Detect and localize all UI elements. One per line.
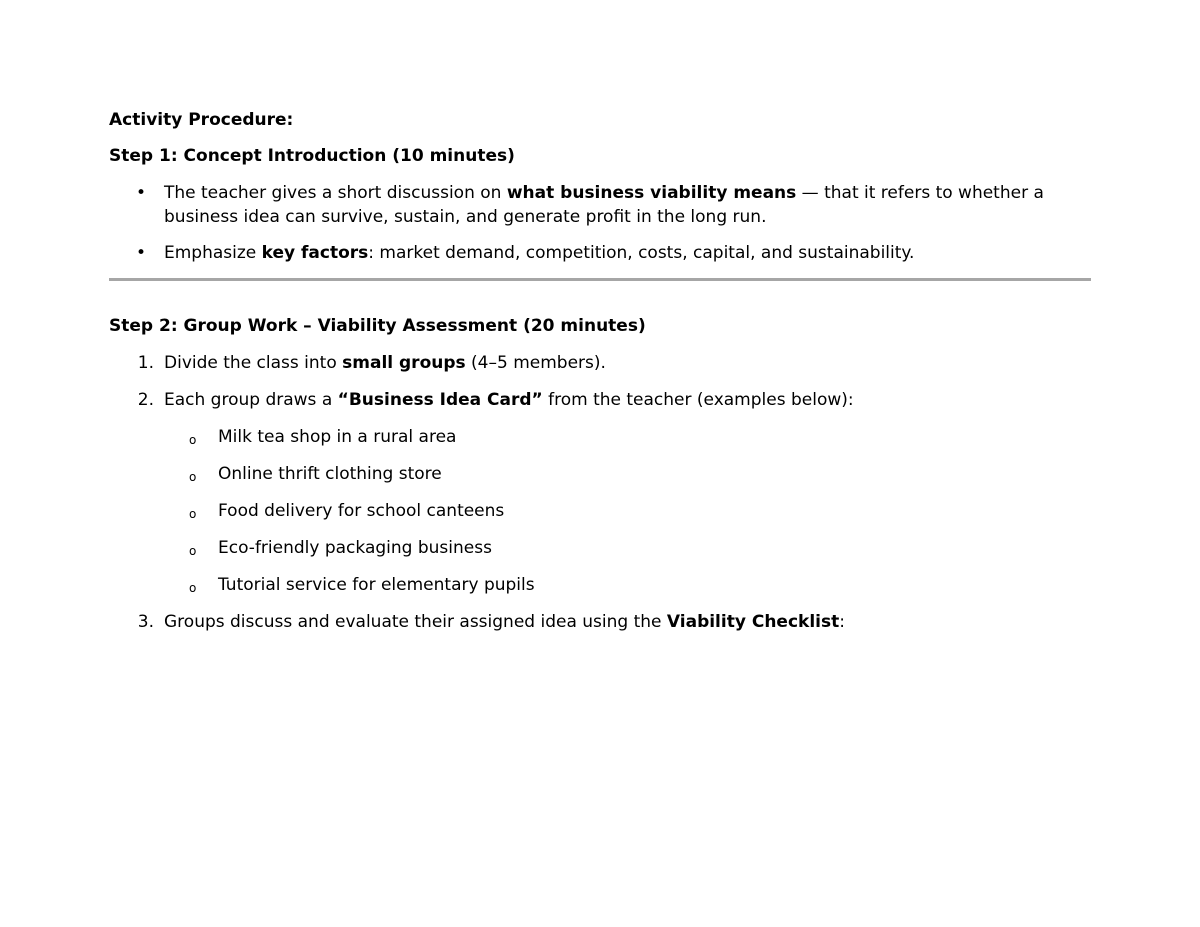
bullet-marker: •	[136, 243, 147, 263]
list-number: 2.	[137, 390, 154, 410]
step2-item-1	[109, 351, 1094, 375]
example-text: Tutorial service for elementary pupils	[218, 575, 535, 595]
sub-bullet-marker: o	[189, 581, 197, 595]
item-text-bold: Viability Checklist	[666, 612, 840, 632]
item-text-pre: Each group draws a	[164, 390, 338, 410]
example-text: Eco-friendly packaging business	[218, 538, 492, 558]
step2-heading: Step 2: Group Work – Viability Assessment (20 minutes)	[109, 316, 646, 336]
item-text-pre: Groups discuss and evaluate their assigned idea using the	[164, 612, 667, 632]
example-item	[109, 499, 1094, 523]
list-number: 1.	[137, 353, 154, 373]
step1-bullet-1	[109, 181, 1094, 229]
item-text-post: (4–5 members).	[465, 353, 606, 373]
example-item	[109, 573, 1094, 597]
horizontal-divider	[109, 278, 1091, 281]
step1-heading: Step 1: Concept Introduction (10 minutes)	[109, 146, 515, 166]
item-text-pre: Divide the class into	[164, 353, 343, 373]
sub-bullet-marker: o	[189, 470, 197, 484]
example-item	[109, 462, 1094, 486]
sub-bullet-marker: o	[189, 507, 197, 521]
bullet-text-post: : market demand, competition, costs, capital, and sustainability.	[368, 243, 915, 263]
example-text: Milk tea shop in a rural area	[218, 427, 457, 447]
document-page	[109, 108, 1094, 634]
bullet-text-bold: what business viability means	[506, 183, 797, 203]
item-text-post: from the teacher (examples below):	[542, 390, 854, 410]
bullet-marker: •	[136, 183, 147, 203]
sub-bullet-marker: o	[189, 433, 197, 447]
item-text-bold: “Business Idea Card”	[337, 390, 543, 410]
step1-bullet-2	[109, 241, 1094, 265]
example-item	[109, 536, 1094, 560]
example-text: Food delivery for school canteens	[218, 501, 505, 521]
step2-item-2	[109, 388, 1094, 412]
sub-bullet-marker: o	[189, 544, 197, 558]
item-text-post: :	[839, 612, 845, 632]
bullet-text-pre: The teacher gives a short discussion on	[164, 183, 507, 203]
activity-procedure-heading: Activity Procedure:	[109, 110, 294, 130]
bullet-text-pre: Emphasize	[164, 243, 262, 263]
example-item	[109, 425, 1094, 449]
step2-item-3	[109, 610, 1094, 634]
example-text: Online thrift clothing store	[218, 464, 442, 484]
bullet-text-bold: key factors	[261, 243, 369, 263]
bullet-text-post: — that it refers to whether a business idea can survive, sustain, and generate profit in the long run.	[164, 183, 1044, 227]
item-text-bold: small groups	[342, 353, 466, 373]
list-number: 3.	[137, 612, 154, 632]
